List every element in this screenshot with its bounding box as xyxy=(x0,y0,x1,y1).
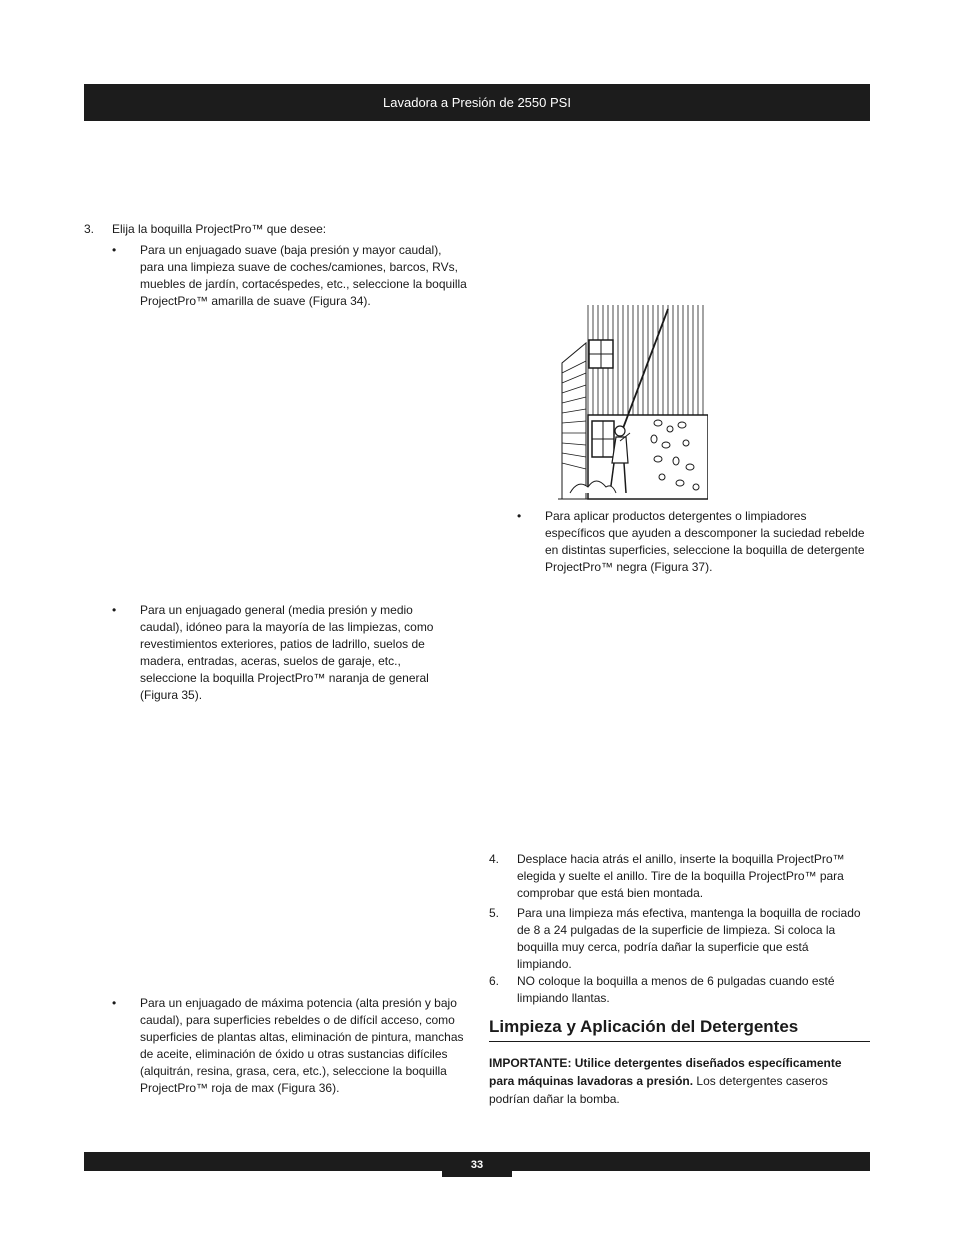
bullet-marker: • xyxy=(112,243,117,257)
important-note xyxy=(489,1054,870,1108)
nozzle-orange-text: Para un enjuagado general (media presión y medio caudal), idóneo para la mayoría de las limpiezas, como revestimientos exteriores, patios de ladrillo, suelos de madera, entradas, aceras, suelos de garaje, etc., seleccione la boquilla ProjectPro™ naranja de general (Figura 35). xyxy=(140,603,434,702)
step-3-number: 3. xyxy=(84,222,95,236)
step-4-text: Desplace hacia atrás el anillo, inserte la boquilla ProjectPro™ elegida y suelte el anillo. Tire de la boquilla ProjectPro™ para comprobar que está bien montada. xyxy=(517,852,845,900)
step-6-number: 6. xyxy=(489,974,500,988)
nozzle-red-text: Para un enjuagado de máxima potencia (alta presión y bajo caudal), para superficies rebeldes o de difícil acceso, como superficies de plantas altas, eliminación de pintura, manchas de aceite, eliminación de óxido u otras sustancias difíciles (alquitrán, resina, grasa, cera, etc.), seleccione la boquilla ProjectPro™ roja de max (Figura 36). xyxy=(140,996,464,1095)
step-4-number: 4. xyxy=(489,852,500,866)
step-6-text: NO coloque la boquilla a menos de 6 pulgadas cuando esté limpiando llantas. xyxy=(517,974,835,1005)
header-title: Lavadora a Presión de 2550 PSI xyxy=(383,95,571,110)
bullet-marker: • xyxy=(517,509,522,523)
header-bar xyxy=(84,84,870,121)
bullet-marker: • xyxy=(112,603,117,617)
step-5-number: 5. xyxy=(489,906,500,920)
section-title: Limpieza y Aplicación del Detergentes xyxy=(489,1015,870,1042)
step-3-text: Elija la boquilla ProjectPro™ que desee: xyxy=(112,222,327,236)
pressure-washer-illustration xyxy=(558,303,708,501)
nozzle-black-text: Para aplicar productos detergentes o limpiadores específicos que ayuden a descomponer la suciedad rebelde en distintas superficies, seleccione la boquilla de detergente ProjectPro™ negra (Figura 37). xyxy=(545,509,865,574)
nozzle-yellow-text: Para un enjuagado suave (baja presión y mayor caudal), para una limpieza suave de coches/camiones, barcos, RVs, muebles de jardín, cortacéspedes, etc., seleccione la boquilla ProjectPro™ amarilla de suave (Figura 34). xyxy=(140,243,467,308)
page-number: 33 xyxy=(470,1158,484,1171)
step-5-text: Para una limpieza más efectiva, mantenga la boquilla de rociado de 8 a 24 pulgadas de la superficie de limpieza. Si coloca la boquilla muy cerca, podría dañar la superficie que está limpiando. xyxy=(517,906,861,971)
page-number-tab xyxy=(442,1152,512,1177)
bullet-marker: • xyxy=(112,996,117,1010)
important-bold: IMPORTANTE: Utilice detergentes diseñados específicamente para máquinas lavadoras a presión. xyxy=(489,1056,842,1088)
house-washing-illustration xyxy=(558,303,708,501)
important-rest: Los detergentes caseros podrían dañar la bomba. xyxy=(489,1074,828,1106)
